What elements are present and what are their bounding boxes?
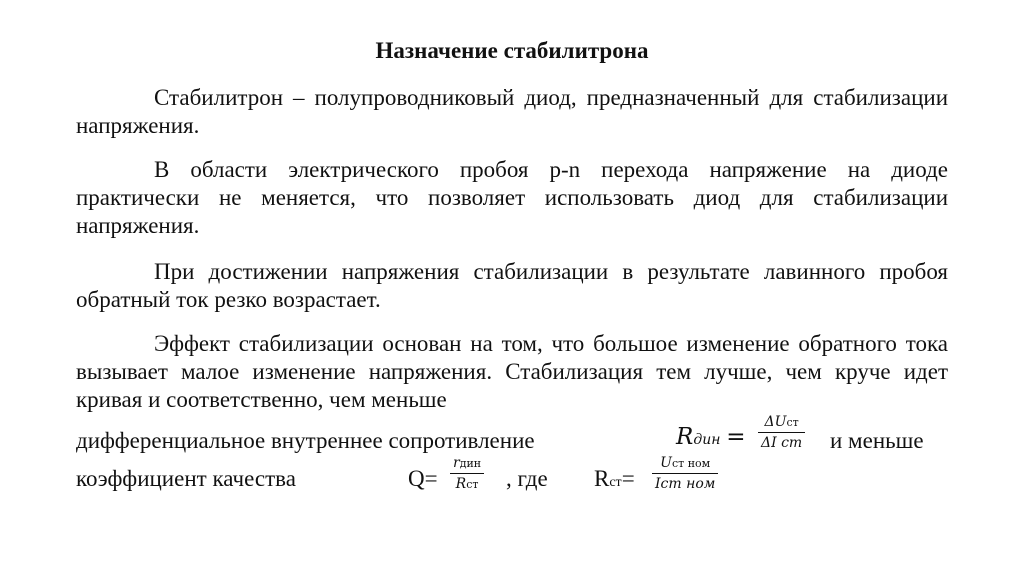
quality-factor-text: коэффициент качества [76, 466, 296, 491]
fraction-du-di: ΔUст ΔI ст [758, 414, 805, 451]
quality-factor-line [76, 466, 296, 492]
and-less-text: и меньше [830, 428, 924, 453]
formula-r-din: Rдин = [676, 424, 746, 450]
page-title: Назначение стабилитрона [375, 38, 649, 63]
formula-q-lhs: Q= [408, 466, 438, 491]
paragraph-breakdown: В области электрического пробоя p-n перехода напряжение на диоде практически не меняется, что позволяет использовать диод для стабилизации напряжения. [76, 157, 948, 238]
paragraph-avalanche: При достижении напряжения стабилизации в результате лавинного пробоя обратный ток резко возрастает. [76, 259, 948, 312]
formula-rst-lhs: Rст= [594, 466, 635, 491]
differential-resistance-line [76, 428, 535, 454]
fraction-q: rдин Rст [450, 455, 484, 492]
paragraph-effect: Эффект стабилизации основан на том, что большое изменение обратного тока вызывает малое изменение напряжения. Стабилизация тем лучше, чем круче идет кривая и соответственно, чем меньше [76, 331, 948, 412]
fraction-rst: Uст ном Iст ном [652, 455, 718, 492]
differential-resistance-text: дифференциальное внутреннее сопротивление [76, 428, 535, 453]
where-text: , где [506, 466, 548, 491]
paragraph-definition: Стабилитрон – полупроводниковый диод, предназначенный для стабилизации напряжения. [76, 85, 948, 138]
